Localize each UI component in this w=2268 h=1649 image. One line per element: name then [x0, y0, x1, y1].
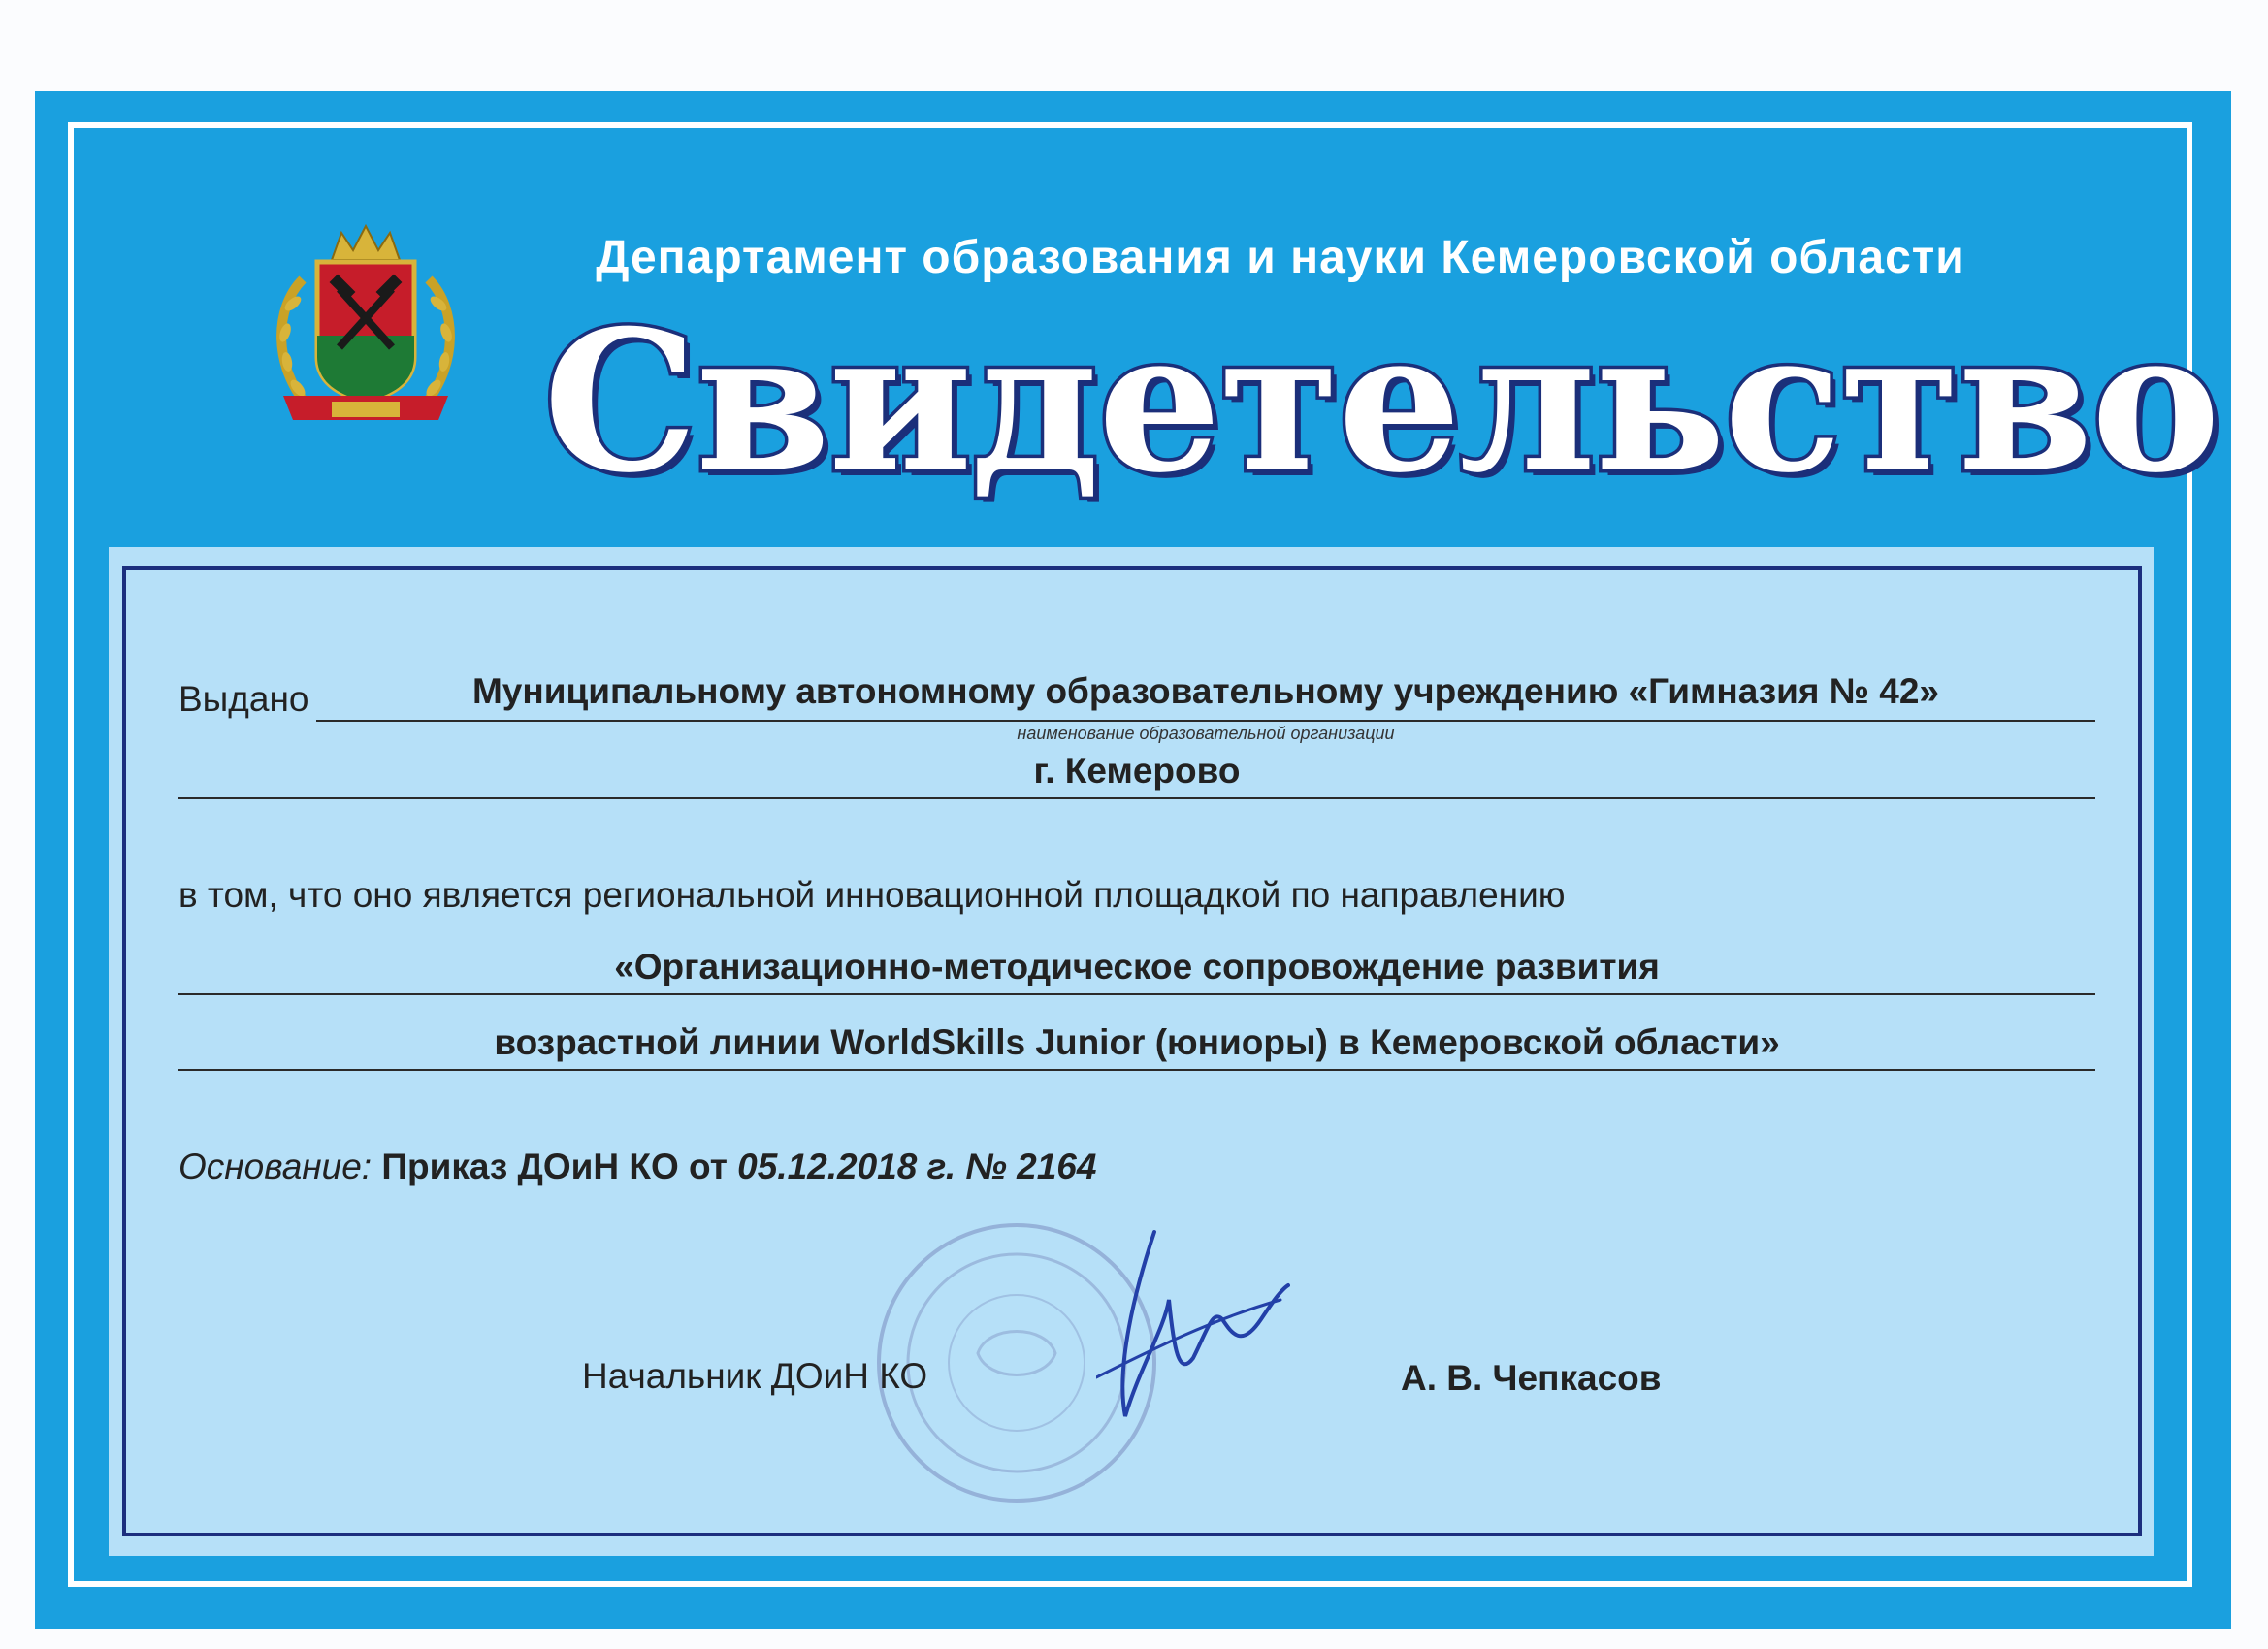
- organization-underline: [316, 720, 2095, 722]
- direction-underline-1: [178, 993, 2095, 995]
- coat-of-arms-icon: [264, 221, 468, 436]
- signature-scribble: [1096, 1212, 1290, 1436]
- signatory-name: А. В. Чепкасов: [1401, 1358, 1662, 1398]
- organization-name: Муниципальному автономному образовательному учреждению «Гимназия № 42»: [471, 671, 1939, 711]
- document-title: Свидетельство: [543, 288, 2219, 516]
- basis-line: [178, 1147, 1096, 1187]
- signatory-position: Начальник ДОиН КО: [582, 1356, 928, 1396]
- basis-text: Приказ ДОиН КО от: [381, 1147, 728, 1186]
- basis-label: Основание:: [178, 1147, 373, 1186]
- direction-line-2: возрастной линии WorldSkills Junior (юниоры) в Кемеровской области»: [494, 1022, 1780, 1062]
- direction-line-1: «Организационно-методическое сопровождение развития: [614, 947, 1660, 986]
- department-title: Департамент образования и науки Кемеровской области: [596, 232, 1965, 283]
- city-underline: [178, 797, 2095, 799]
- issued-label: Выдано: [178, 679, 309, 719]
- organization-hint: наименование образовательной организации: [1017, 724, 1395, 743]
- statement-text: в том, что оно является региональной инновационной площадкой по направлению: [178, 875, 1566, 915]
- city: г. Кемерово: [1033, 751, 1241, 791]
- direction-underline-2: [178, 1069, 2095, 1071]
- basis-details: 05.12.2018 г. № 2164: [737, 1147, 1097, 1186]
